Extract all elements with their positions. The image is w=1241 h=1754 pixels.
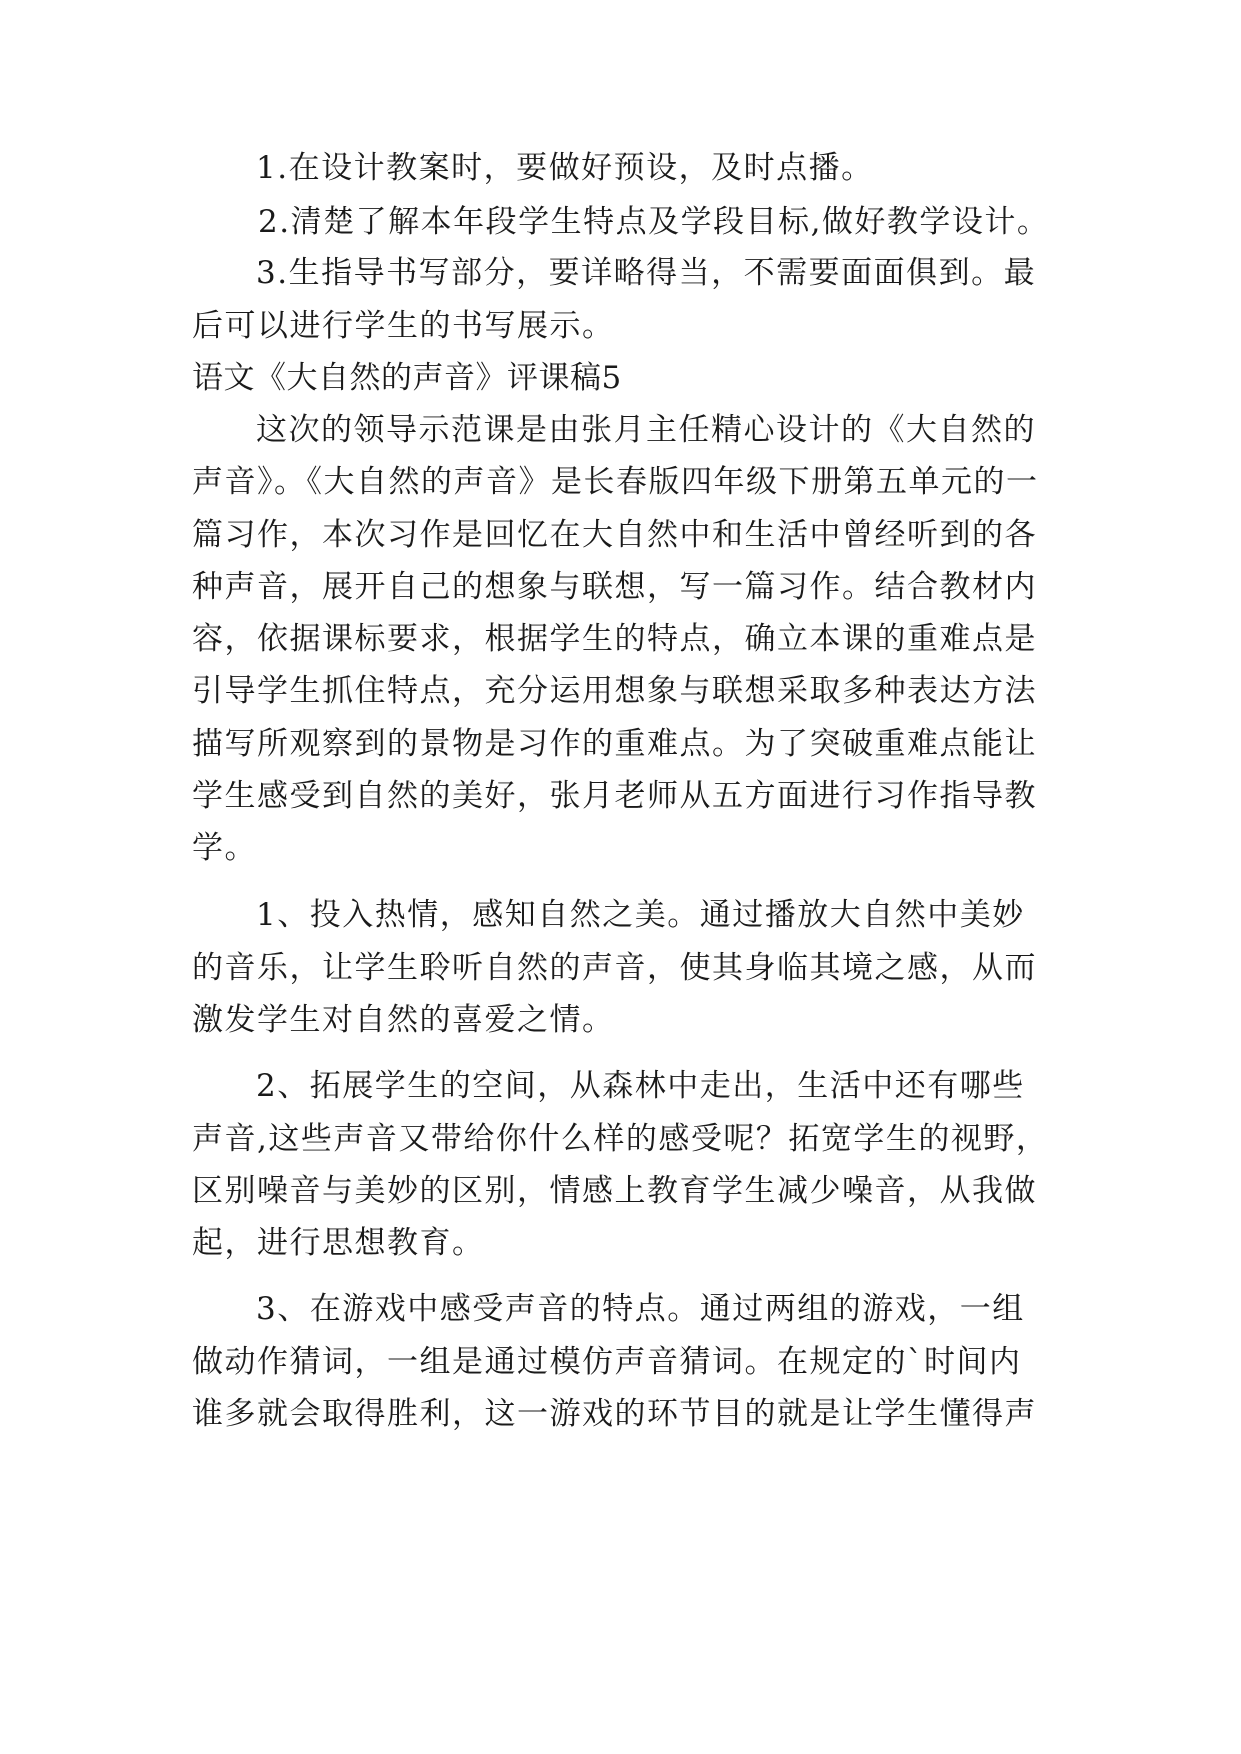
intro-line: 容，依据课标要求，根据学生的特点，确立本课的重难点是 <box>192 621 1037 657</box>
intro-line: 描写所观察到的景物是习作的重难点。为了突破重难点能让 <box>192 726 1037 762</box>
point-3-line: 谁多就会取得胜利，这一游戏的环节目的就是让学生懂得声 <box>192 1396 1037 1432</box>
point-1-line: 激发学生对自然的喜爱之情。 <box>192 1002 615 1038</box>
intro-line: 引导学生抓住特点，充分运用想象与联想采取多种表达方法 <box>192 673 1037 709</box>
point-2-line: 起，进行思想教育。 <box>192 1225 485 1261</box>
point-1-line: 1、投入热情，感知自然之美。通过播放大自然中美妙 <box>256 897 1025 933</box>
list-item-1: 1.在设计教案时，要做好预设，及时点播。 <box>256 150 874 186</box>
intro-line: 学。 <box>192 830 257 866</box>
intro-line: 种声音，展开自己的想象与联想，写一篇习作。结合教材内 <box>192 569 1037 605</box>
list-item-2: 2.清楚了解本年段学生特点及学段目标,做好教学设计。 <box>258 204 1050 240</box>
list-item-3-line-2: 后可以进行学生的书写展示。 <box>192 308 615 344</box>
list-item-3-line-1: 3.生指导书写部分，要详略得当，不需要面面俱到。最 <box>256 255 1037 291</box>
intro-line: 学生感受到自然的美好，张月老师从五方面进行习作指导教 <box>192 778 1037 814</box>
intro-line: 这次的领导示范课是由张月主任精心设计的《大自然的 <box>256 412 1036 448</box>
point-2-line: 区别噪音与美妙的区别，情感上教育学生减少噪音，从我做 <box>192 1173 1037 1209</box>
section-title: 语文《大自然的声音》评课稿5 <box>192 360 622 396</box>
point-2-line: 2、拓展学生的空间，从森林中走出，生活中还有哪些 <box>256 1068 1025 1104</box>
point-1-line: 的音乐，让学生聆听自然的声音，使其身临其境之感，从而 <box>192 950 1037 986</box>
intro-line: 篇习作，本次习作是回忆在大自然中和生活中曾经听到的各 <box>192 517 1037 553</box>
intro-line: 声音》。《大自然的声音》是长春版四年级下册第五单元的一 <box>192 464 1039 500</box>
point-2-line: 声音,这些声音又带给你什么样的感受呢？拓宽学生的视野， <box>192 1121 1049 1157</box>
point-3-line: 做动作猜词，一组是通过模仿声音猜词。在规定的`时间内 <box>192 1344 1022 1380</box>
point-3-line: 3、在游戏中感受声音的特点。通过两组的游戏，一组 <box>256 1291 1025 1327</box>
